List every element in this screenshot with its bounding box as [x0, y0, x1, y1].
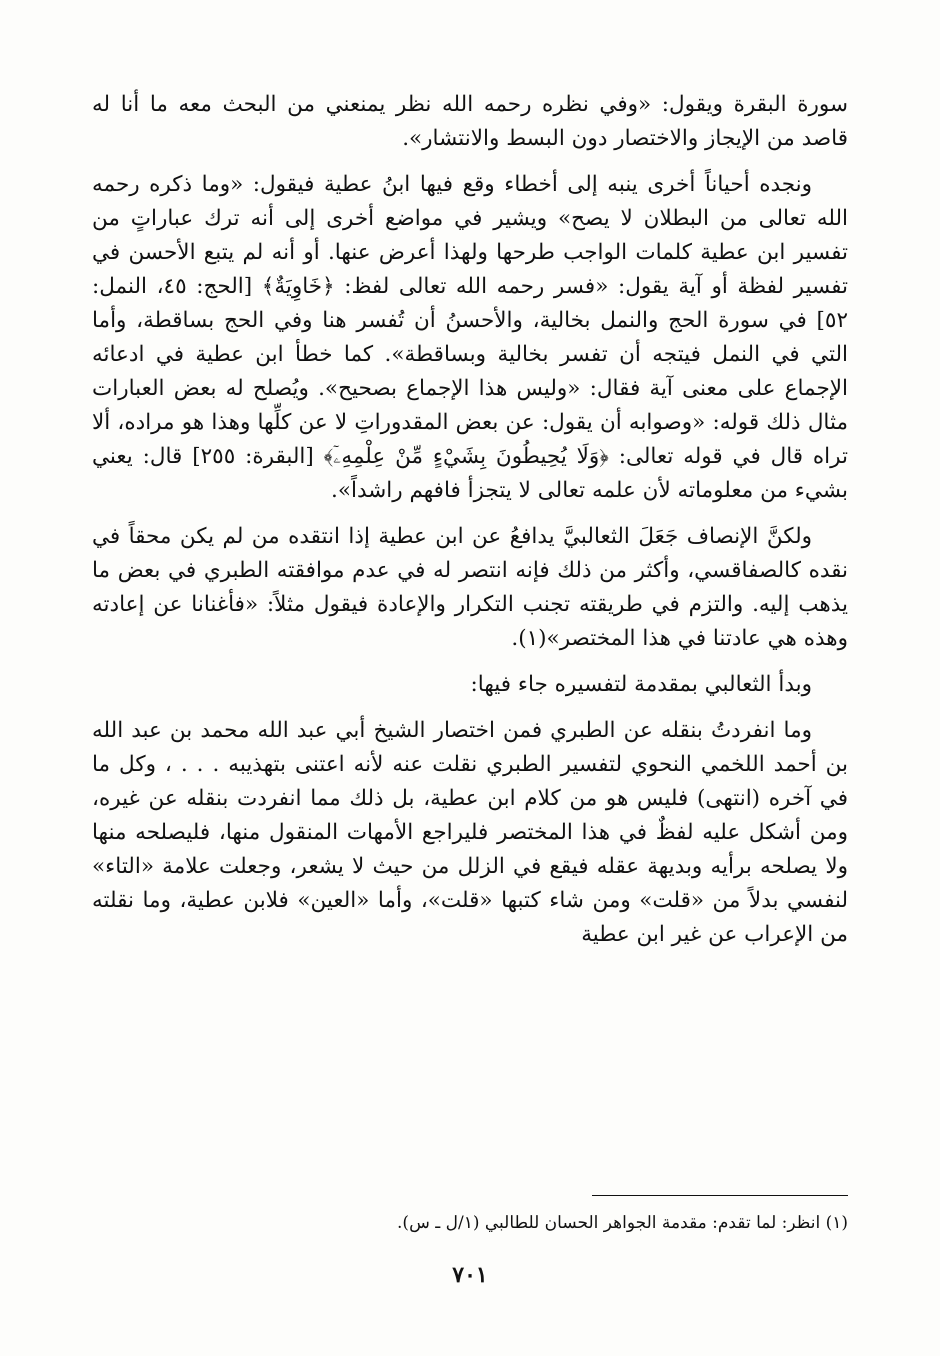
paragraph-1: سورة البقرة ويقول: «وفي نظره رحمه الله نظر يمنعني من البحث معه ما أنا له قاصد من الإيجاز والاختصار دون البسط والانتشار». [92, 92, 848, 151]
page-number: ٧٠١ [452, 1262, 488, 1288]
paragraph-2: ونجده أحياناً أخرى ينبه إلى أخطاء وقع فيها ابنُ عطية فيقول: «وما ذكره رحمه الله تعالى من البطلان لا يصح» ويشير في مواضع أخرى إلى أنه ترك عباراتٍ من تفسير ابن عطية كلمات الواجب طرحها ولهذا أعرض عنها. أو أنه لم يتبع الأحسن في تفسير لفظة أو آية يقول: «فسر رحمه الله تعالى لفظ: ﴿خَاوِيَةٌ﴾ [الحج: ٤٥، النمل: ٥٢] في سورة الحج والنمل بخالية، والأحسنُ أن تُفسر هنا وفي الحج بساقطة، وأما التي في النمل فيتجه أن تفسر بخالية وبساقطة». كما خطأ ابن عطية في ادعائه الإجماع على معنى آية فقال: «وليس هذا الإجماع بصحيح». ويُصلح له بعض العبارات مثال ذلك قوله: «وصوابه أن يقول: عن بعض المقدوراتِ لا عن كلِّها وهذا هو مراده، ألا تراه قال في قوله تعالى: ﴿وَلَا يُحِيطُونَ بِشَيْءٍ مِّنْ عِلْمِهِۦٓ﴾ [البقرة: ٢٥٥] قال: يعني بشيء من معلوماته لأن علمه تعالى لا يتجزأ فافهم راشداً». [92, 172, 848, 503]
footnote: (١) انظر: لما تقدم: مقدمة الجواهر الحسان للطالبي (١/ل ـ س). [397, 1213, 848, 1233]
main-text [92, 88, 848, 952]
paragraph-5-quote: وما انفردتُ بنقله عن الطبري فمن اختصار الشيخ أبي عبد الله محمد بن عبد الله بن أحمد اللخمي النحوي لتفسير الطبري نقلت عنه لأنه اعتنى بتهذيبه . . . ، وكل ما في آخره (انتهى) فليس هو من كلام ابن عطية، بل ذلك مما انفردت بنقله عن غيره، ومن أشكل عليه لفظٌ في هذا المختصر فليراجع الأمهات المنقول منها، فليصلحه منها ولا يصلحه برأيه وبديهة عقله فيقع في الزلل من حيث لا يشعر، وجعلت علامة «التاء» لنفسي بدلاً من «قلت» ومن شاء كتبها «قلت»، وأما «العين» فلابن عطية، وما نقلته من الإعراب عن غير ابن عطية [92, 718, 848, 947]
paragraph-4: وبدأ الثعالبي بمقدمة لتفسيره جاء فيها: [470, 672, 812, 697]
footnote-divider [592, 1195, 848, 1196]
paragraph-3: ولكنَّ الإنصاف جَعَلَ الثعالبيَّ يدافعُ عن ابن عطية إذا انتقده من لم يكن محقاً في نقده كالصفاقسي، وأكثر من ذلك فإنه انتصر له في عدم موافقته الطبري في بعض ما يذهب إليه. والتزم في طريقته تجنب التكرار والإعادة فيقول مثلاً: «فأغنانا عن إعادته وهذه هي عادتنا في هذا المختصر»(١). [92, 524, 848, 651]
